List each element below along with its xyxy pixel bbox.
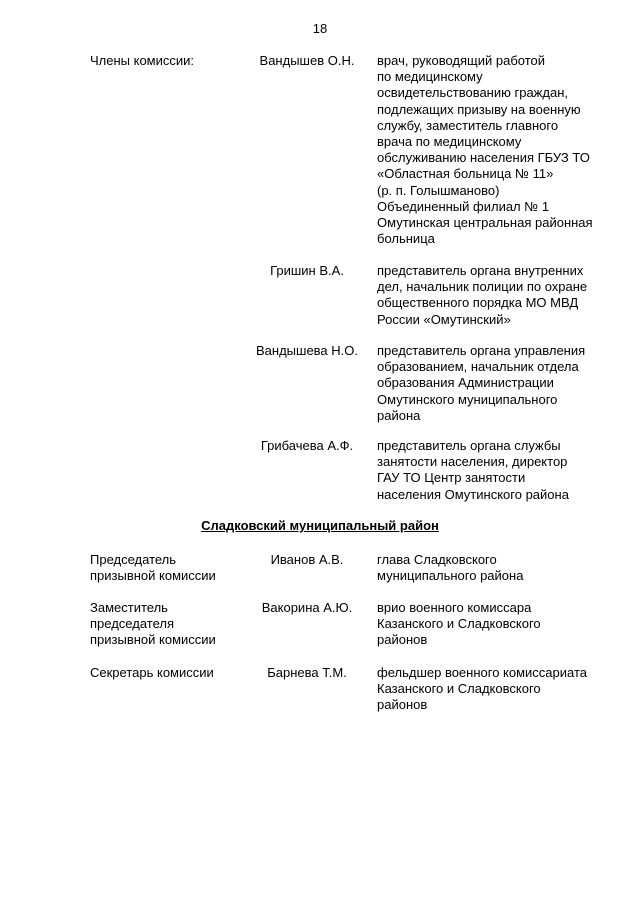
member-name: Барнева Т.М. <box>267 665 347 680</box>
member-name: Вандышев О.Н. <box>259 53 355 68</box>
section-title: Сладковский муниципальный район <box>201 518 439 533</box>
member-name: Гришин В.А. <box>270 263 344 278</box>
member-description: врио военного комиссара Казанского и Сладковского районов <box>377 600 541 648</box>
role-label: Заместитель председателя призывной комиссии <box>90 600 216 648</box>
member-name: Иванов А.В. <box>270 552 344 567</box>
role-label: Председатель призывной комиссии <box>90 552 216 584</box>
member-description: врач, руководящий работой по медицинскому освидетельствованию граждан, подлежащих призыву на военную службу, заместитель главного врача по медицинскому обслуживанию населения ГБУЗ ТО «Областная больница № 11» (р. п. Голышманово) Объединенный филиал № 1 Омутинская центральная районная больница <box>377 53 593 247</box>
member-description: представитель органа внутренних дел, начальник полиции по охране общественного порядка МО МВД России «Омутинский» <box>377 263 588 327</box>
member-name: Вакорина А.Ю. <box>261 600 353 615</box>
member-description: фельдшер военного комиссариата Казанского и Сладковского районов <box>377 665 588 713</box>
member-name: Грибачева А.Ф. <box>260 438 354 453</box>
role-label: Секретарь комиссии <box>90 665 214 680</box>
member-name: Вандышева Н.О. <box>256 343 358 358</box>
member-description: представитель органа управления образованием, начальник отдела образования Администрации Омутинского муниципального района <box>377 343 586 423</box>
role-label: Члены комиссии: <box>90 53 195 68</box>
page-number: 18 <box>312 21 328 36</box>
member-description: глава Сладковского муниципального района <box>377 552 524 584</box>
member-description: представитель органа службы занятости населения, директор ГАУ ТО Центр занятости населения Омутинского района <box>377 438 569 502</box>
